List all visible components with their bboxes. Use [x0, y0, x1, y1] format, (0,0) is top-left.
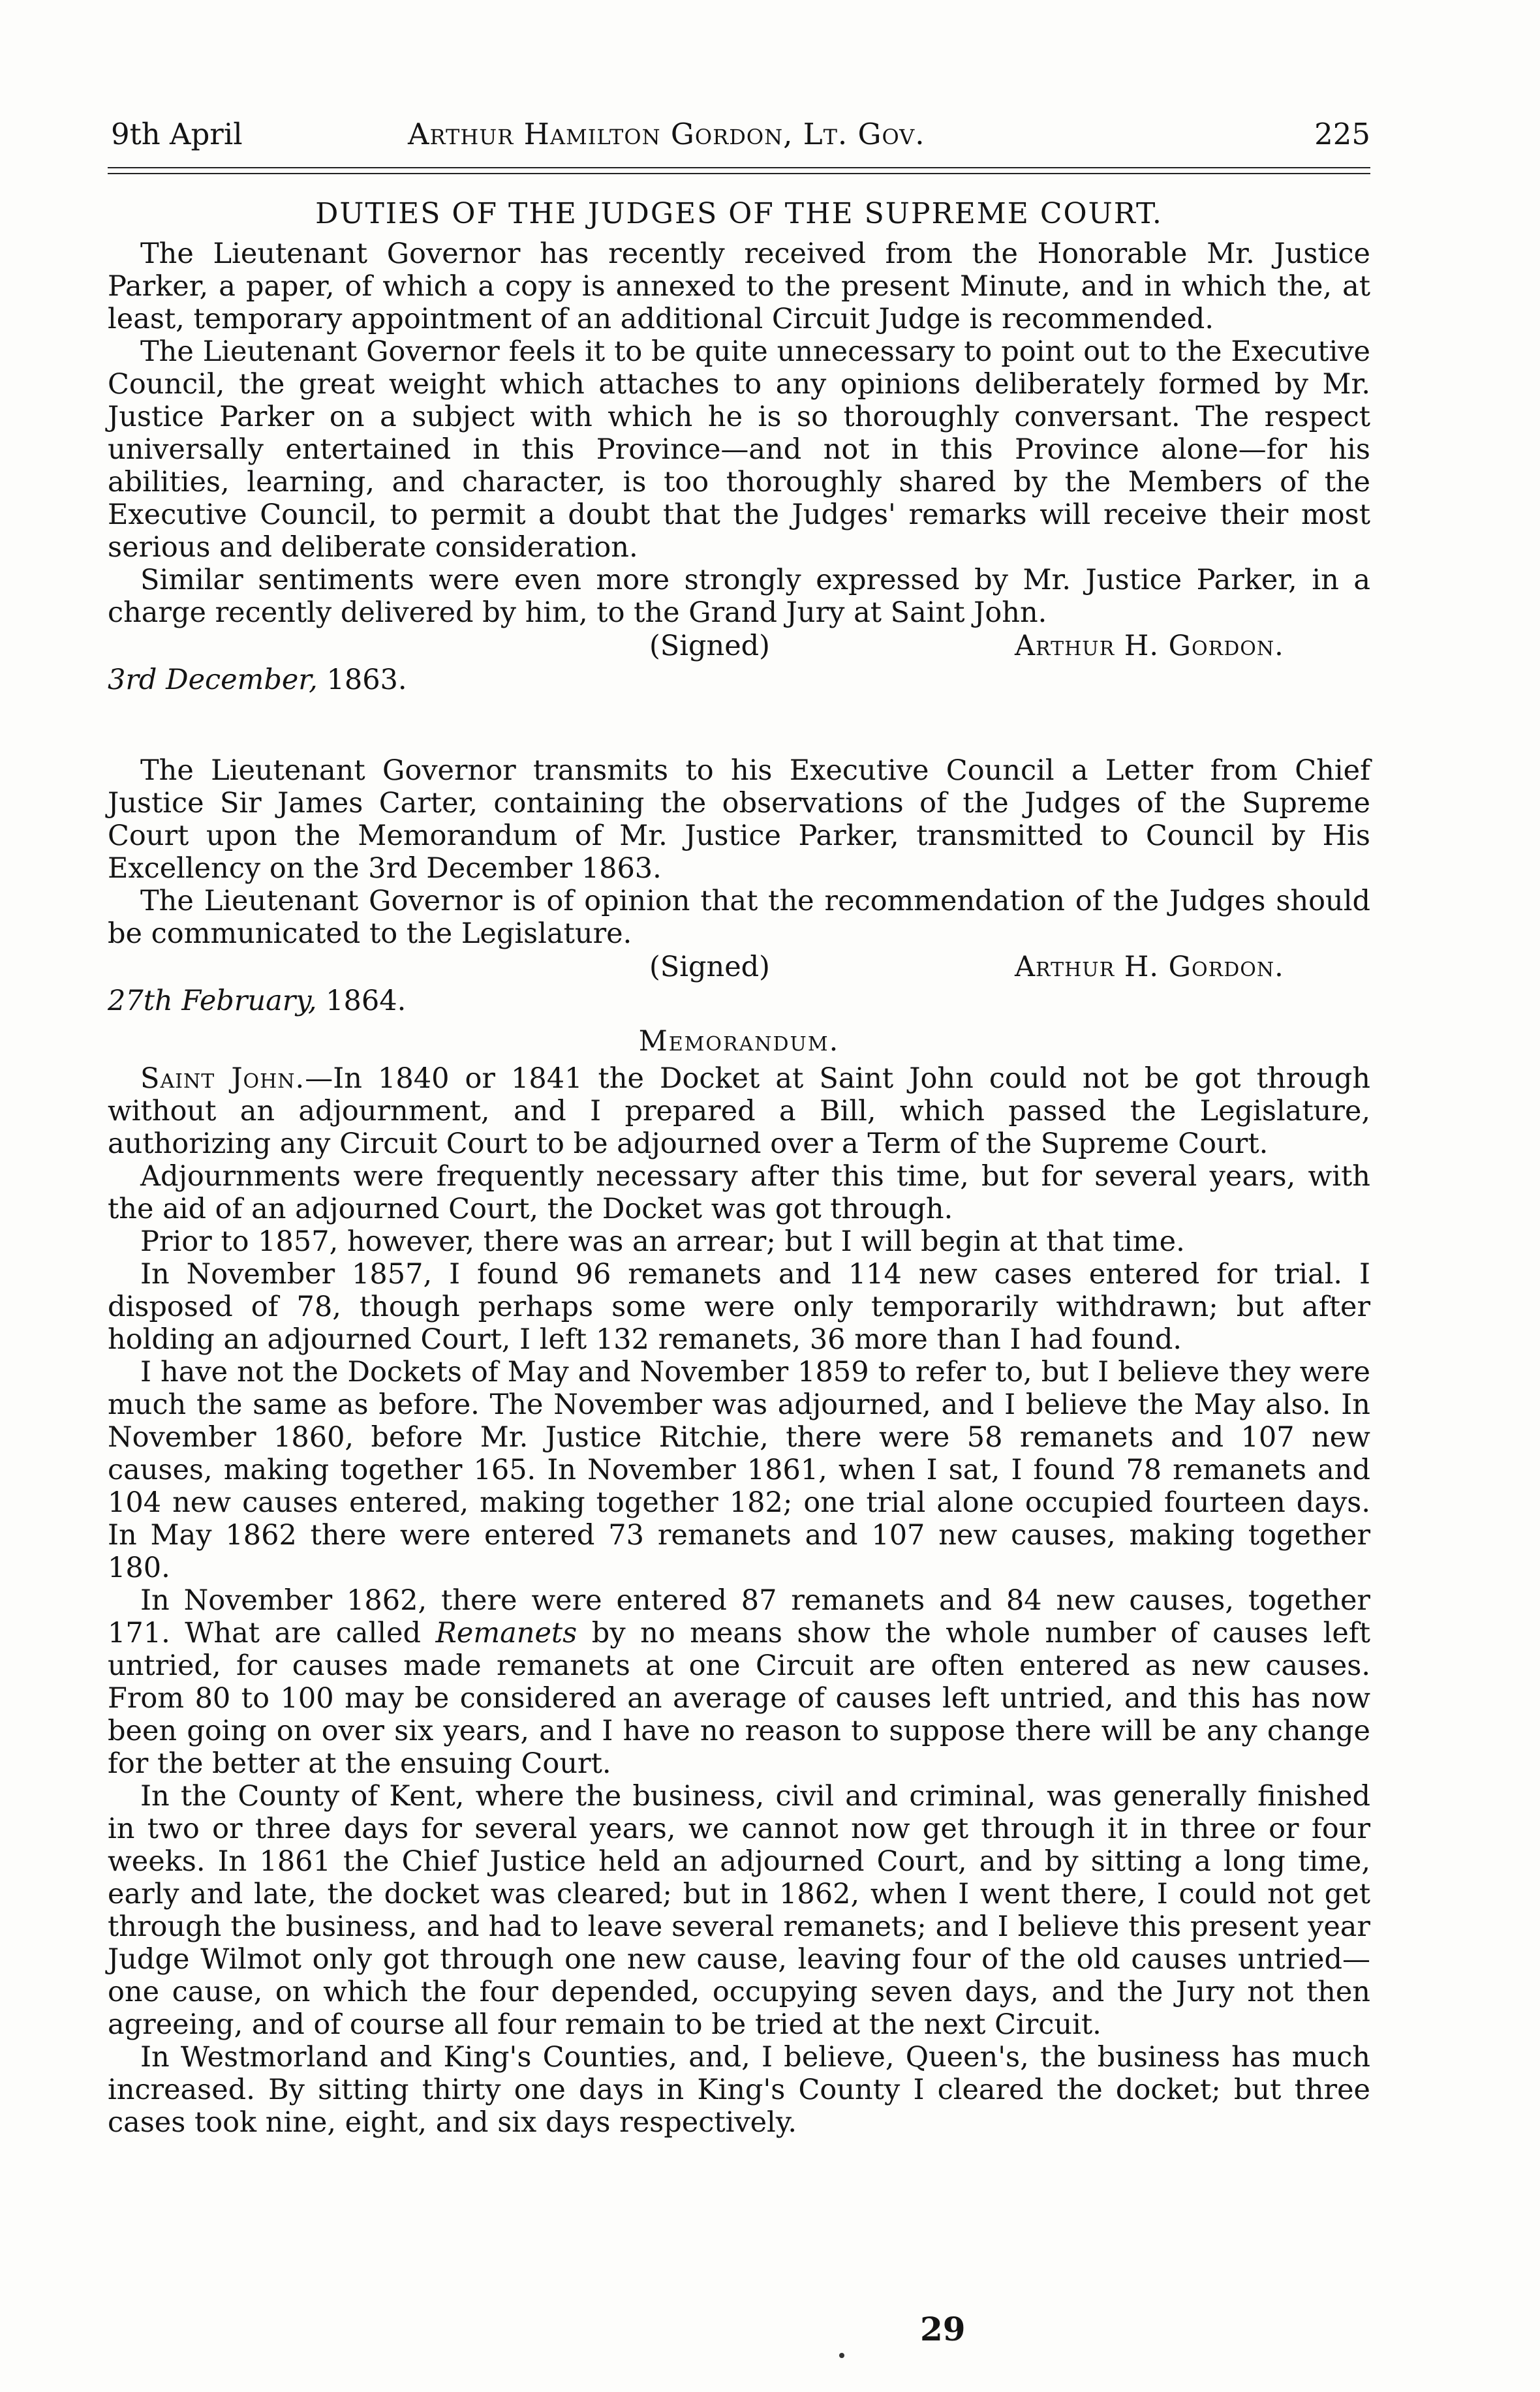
signature-line — [108, 629, 1370, 663]
date-day: 27th February, — [108, 985, 317, 1017]
memorandum-heading: Memorandum. — [638, 1025, 840, 1058]
header-rule-top — [108, 167, 1370, 168]
paragraph: Adjournments were frequently necessary after this time, but for several years, with the aid of an adjourned Court, the Docket was got through. — [108, 1160, 1370, 1225]
date-day: 3rd December, — [108, 664, 318, 696]
print-dot — [839, 2353, 844, 2358]
signatory-name: Arthur H. Gordon. — [1015, 951, 1284, 983]
paragraph: In the County of Kent, where the business, civil and criminal, was generally finished in two or three days for several years, we cannot now get through it in three or four weeks. In 1861 the Chief Justice held an adjourned Court, and by sitting a long time, early and late, the docket was cleared; but in 1862, when I went there, I could not get through the business, and had to leave several remanets; and I believe this present year Judge Wilmot only got through one new cause, leaving four of the old causes untried—one cause, on which the four depended, occupying seven days, and the Jury not then agreeing, and of course all four remain to be tried at the next Circuit. — [108, 1780, 1370, 2041]
minute-date — [108, 984, 1370, 1018]
paragraph: The Lieutenant Governor feels it to be quite unnecessary to point out to the Executive Council, the great weight which attaches to any opinions deliberately formed by Mr. Justice Parker on a subject with which he is so thoroughly conversant. The respect universally entertained in this Province—and not in this Province alone—for his abilities, learning, and character, is too thoroughly shared by the Members of the Executive Council, to permit a doubt that the Judges' remarks will receive their most serious and deliberate consideration. — [108, 335, 1370, 564]
paragraph-text: —In 1840 or 1841 the Docket at Saint John could not be got through without an adjournment, and I prepared a Bill, which passed the Legislature, authorizing any Circuit Court to be adjourned over a Term of the Supreme Court. — [108, 1062, 1370, 1160]
paragraph-text: In November 1862, there were entered 87 remanets and 84 new causes, together 171. What are called — [108, 1584, 1370, 1649]
paragraph: In Westmorland and King's Counties, and, I believe, Queen's, the business has much increased. By sitting thirty one days in King's County I cleared the docket; but three cases took nine, eight, and six days respectively. — [108, 2041, 1370, 2139]
place-heading: Saint John. — [140, 1062, 305, 1095]
header-rule-bottom — [108, 173, 1370, 174]
paragraph — [108, 1062, 1370, 1160]
header-title: Arthur Hamilton Gordon, Lt. Gov. — [408, 117, 925, 151]
date-year: 1863. — [317, 664, 407, 696]
paragraph: Prior to 1857, however, there was an arrear; but I will begin at that time. — [140, 1225, 1185, 1258]
page-body — [108, 194, 1370, 2139]
paragraph: I have not the Dockets of May and November 1859 to refer to, but I believe they were much the same as before. The November was adjourned, and I believe the May also. In November 1860, before Mr. Justice Ritchie, there were 58 remanets and 107 new causes, making together 165. In November 1861, when I sat, I found 78 remanets and 104 new causes entered, making together 182; one trial alone occupied fourteen days. In May 1862 there were entered 73 remanets and 107 new causes, making together 180. — [108, 1356, 1370, 1584]
signed-label: (Signed) — [649, 951, 770, 983]
header-date: 9th April — [111, 117, 243, 151]
page-number: 225 — [1314, 117, 1370, 151]
paragraph: The Lieutenant Governor is of opinion that the recommendation of the Judges should be communicated to the Legislature. — [108, 885, 1370, 950]
emphasized-term: Remanets — [435, 1617, 578, 1649]
signature-mark: 29 — [920, 2310, 966, 2348]
paragraph: Similar sentiments were even more strongly expressed by Mr. Justice Parker, in a charge recently delivered by him, to the Grand Jury at Saint John. — [108, 564, 1370, 629]
paragraph: The Lieutenant Governor transmits to his Executive Council a Letter from Chief Justice Sir James Carter, containing the observations of the Judges of the Supreme Court upon the Memorandum of Mr. Justice Parker, transmitted to Council by His Excellency on the 3rd December 1863. — [108, 754, 1370, 885]
paragraph: In November 1857, I found 96 remanets and 114 new cases entered for trial. I disposed of 78, though perhaps some were only temporarily withdrawn; but after holding an adjourned Court, I left 132 remanets, 36 more than I had found. — [108, 1258, 1370, 1356]
signed-label: (Signed) — [649, 630, 770, 662]
section-gap — [108, 697, 1370, 754]
section-title: DUTIES OF THE JUDGES OF THE SUPREME COURT. — [315, 197, 1163, 230]
minute-date — [108, 663, 1370, 697]
signatory-name: Arthur H. Gordon. — [1015, 630, 1284, 662]
paragraph-text: by no means show the whole number of causes left untried, for causes made remanets at one Circuit are often entered as new causes. From 80 to 100 may be considered an average of causes left untried, and this has now been going on over six years, and I have no reason to suppose there will be any change for the better at the ensuing Court. — [108, 1617, 1370, 1780]
date-year: 1864. — [316, 985, 407, 1017]
running-header — [108, 115, 1370, 154]
paragraph: The Lieutenant Governor has recently received from the Honorable Mr. Justice Parker, a paper, of which a copy is annexed to the present Minute, and in which the, at least, temporary appointment of an additional Circuit Judge is recommended. — [108, 238, 1370, 335]
signature-line — [108, 950, 1370, 984]
paragraph — [108, 1584, 1370, 1780]
